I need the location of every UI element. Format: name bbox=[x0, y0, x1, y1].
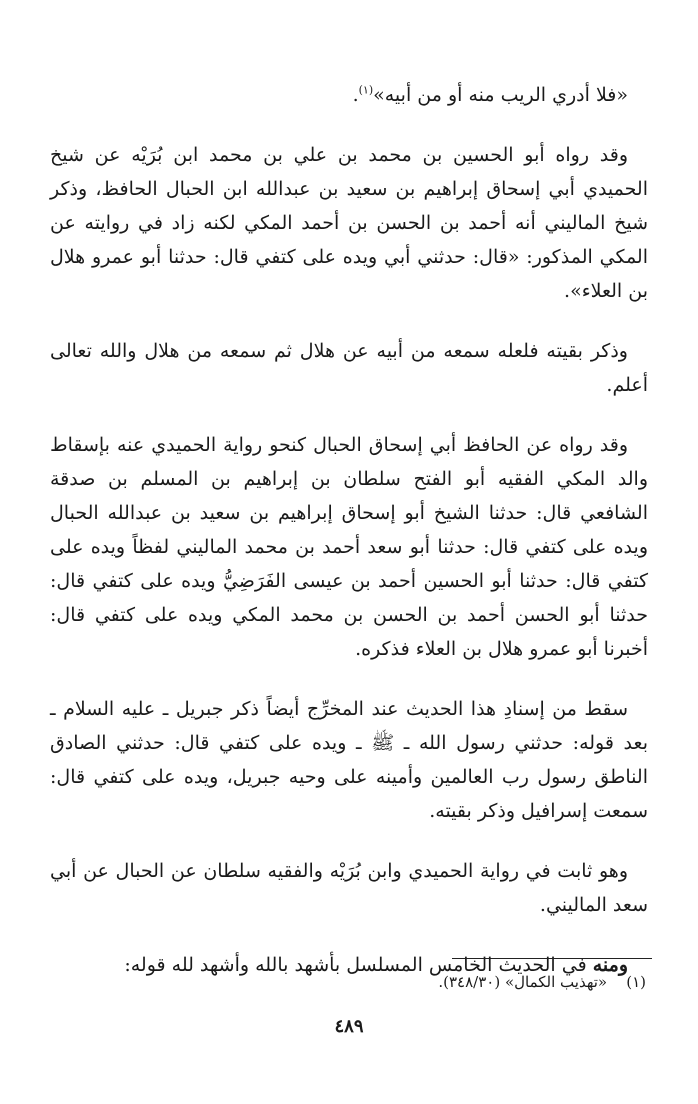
paragraph-7-text: في الحديث الخامس المسلسل بأشهد بالله وأشهد لله قوله: bbox=[124, 954, 593, 976]
page-number: ٤٨٩ bbox=[334, 1016, 364, 1037]
footnote-divider bbox=[452, 958, 652, 959]
paragraph-5-text: سقط من إسنادِ هذا الحديث عند المخرِّج أيضاً ذكر جبريل ـ عليه السلام ـ بعد قوله: حدثني رسول الله ـ ﷺ ـ ويده على كتفي قال: حدثني الصادق الناطق رسول رب العالمين وأمينه على وحيه جبريل، ويده على كتفي قال: سمعت إسرافيل وذكر بقيته. bbox=[50, 698, 648, 822]
quote-text: «فلا أدري الريب منه أو من أبيه» bbox=[373, 84, 628, 106]
paragraph-3-text: وذكر بقيته فلعله سمعه من أبيه عن هلال ثم سمعه من هلال والله تعالى أعلم. bbox=[50, 340, 648, 396]
paragraph-2 bbox=[50, 138, 648, 308]
paragraph-3 bbox=[50, 334, 648, 402]
footnote-mark: (١) bbox=[626, 973, 646, 991]
paragraph-1 bbox=[50, 78, 648, 112]
paragraph-6 bbox=[50, 854, 648, 922]
paragraph-2-text: وقد رواه أبو الحسين بن محمد بن علي بن محمد ابن بُرَيْه عن شيخ الحميدي أبي إسحاق إبراهيم بن سعيد بن عبدالله ابن الحبال الحافظ، وذكر شيخ الماليني أنه أحمد بن الحسن بن أحمد المكي لكنه زاد في روايته عن المكي المذكور: «قال: حدثني أبي ويده على كتفي قال: حدثنا أبو عمرو هلال بن العلاء». bbox=[50, 144, 648, 302]
paragraph-4 bbox=[50, 428, 648, 666]
paragraph-4-text: وقد رواه عن الحافظ أبي إسحاق الحبال كنحو رواية الحميدي عنه بإسقاط والد المكي الفقيه أبو الفتح سلطان بن إبراهيم بن المسلم بن صدقة الشافعي قال: حدثنا الشيخ أبو إسحاق إبراهيم بن سعيد بن عبدالله الحبال ويده على كتفي قال: حدثنا أبو سعد أحمد بن محمد الماليني لفظاً ويده على كتفي قال: حدثنا أبو الحسين أحمد بن عيسى الفَرَضِيُّ ويده على كتفي قال: حدثنا أبو الحسن أحمد بن الحسن بن محمد المكي ويده على كتفي قال: أخبرنا أبو عمرو هلال بن العلاء فذكره. bbox=[50, 434, 648, 660]
footnote-text: «تهذيب الكمال» (٣٤٨/٣٠). bbox=[438, 973, 608, 991]
main-text bbox=[50, 78, 648, 1008]
bold-lead-word: ومنه bbox=[592, 954, 628, 976]
footnote-reference: (١) bbox=[358, 83, 374, 97]
paragraph-6-text: وهو ثابت في رواية الحميدي وابن بُرَيْه والفقيه سلطان عن الحبال عن أبي سعد الماليني. bbox=[50, 860, 648, 916]
paragraph-5 bbox=[50, 692, 648, 828]
footnote bbox=[50, 970, 646, 994]
quote-end: . bbox=[352, 84, 359, 106]
